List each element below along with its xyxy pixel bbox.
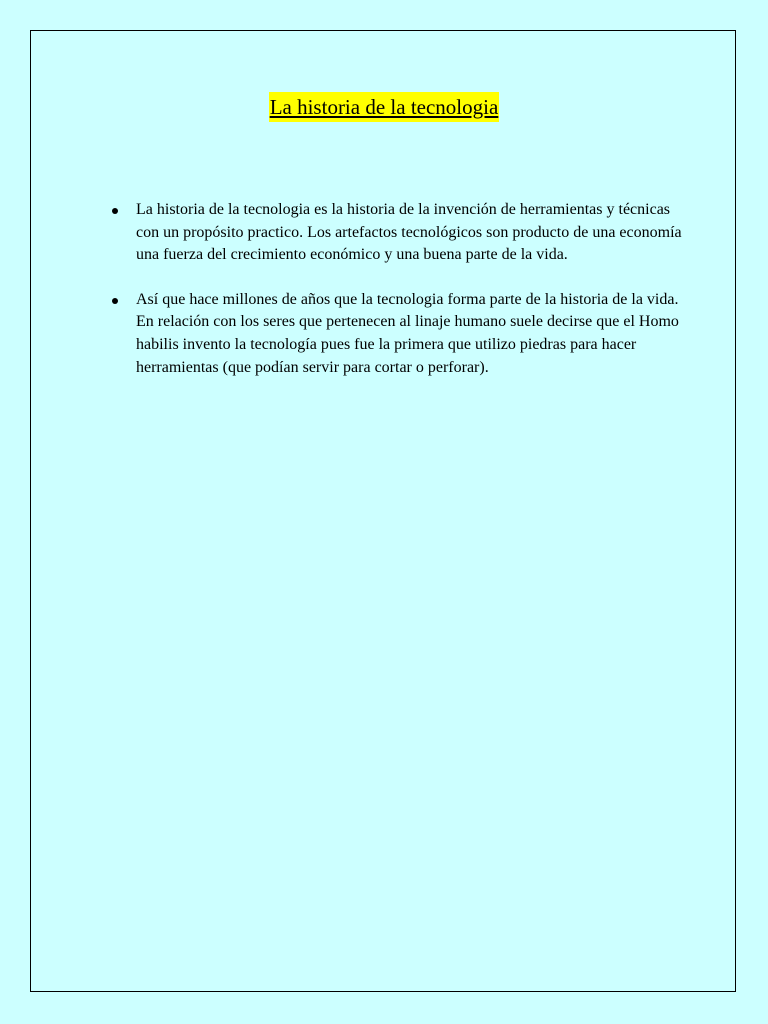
paragraph-text: Así que hace millones de años que la tecnologia forma parte de la historia de la vida. En relación con los seres que pertenecen al linaje humano suele decirse que el Homo habilis invento la tecnología pues fue la primera que utilizo piedras para hacer herramientas (que podían servir para cortar o perforar). [136, 290, 679, 376]
page-border-frame [30, 30, 736, 992]
title-container [0, 92, 768, 122]
paragraph-text: La historia de la tecnologia es la historia de la invención de herramientas y técnicas con un propósito practico. Los artefactos tecnológicos son producto de una economía una fuerza del crecimiento económico y una buena parte de la vida. [136, 201, 682, 264]
bullet-icon [112, 208, 118, 214]
bullet-list [108, 199, 688, 401]
list-item [108, 289, 688, 379]
page-title: La historia de la tecnologia [269, 92, 500, 122]
bullet-icon [112, 298, 118, 304]
list-item [108, 199, 688, 267]
